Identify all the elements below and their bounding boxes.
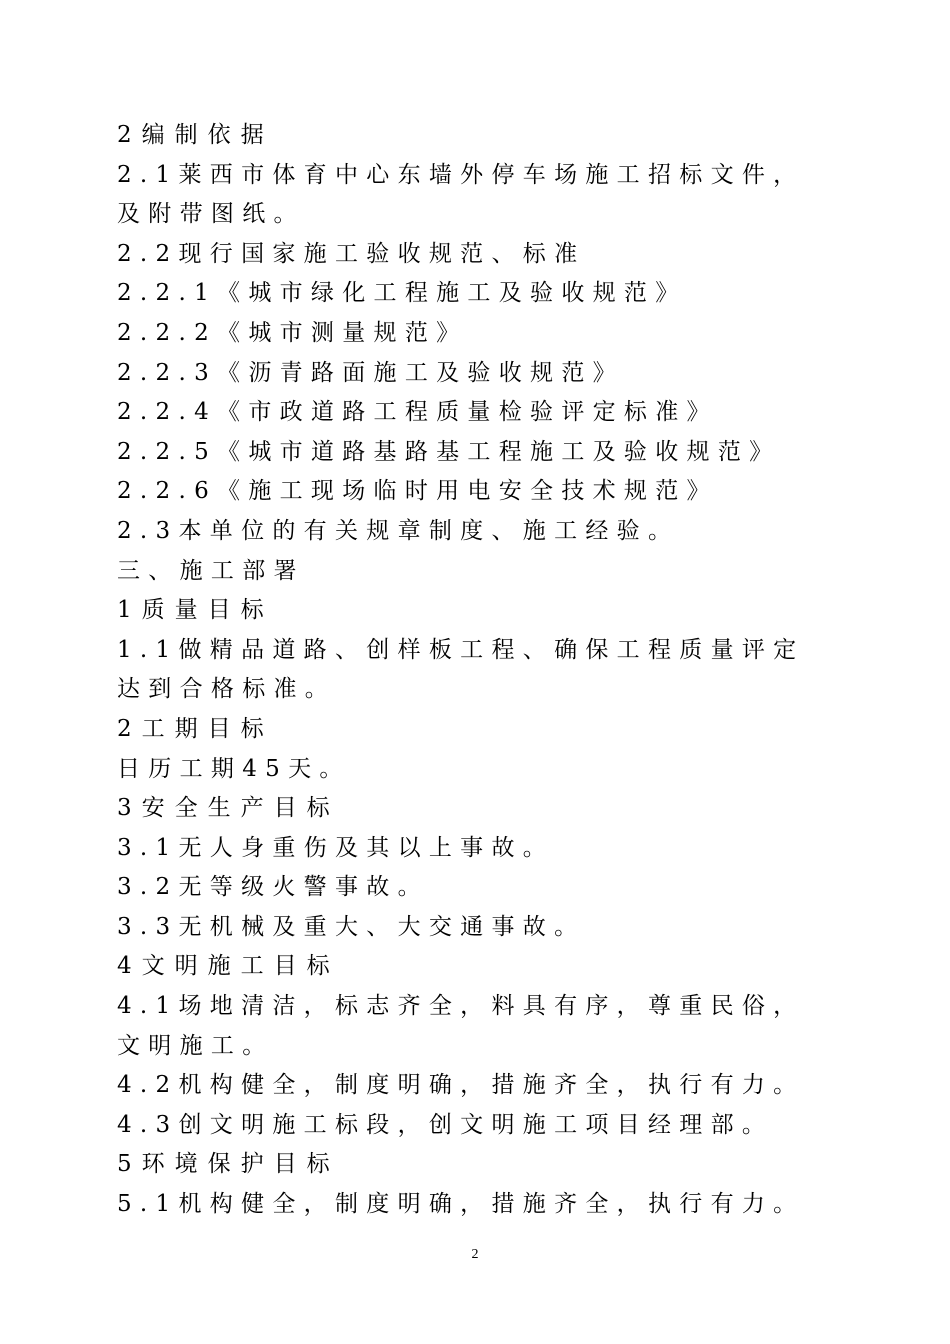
- paragraph-line: 5.1机构健全，制度明确，措施齐全，执行有力。: [117, 1191, 805, 1218]
- heading-civilized-construction-target: 4文明施工目标: [117, 953, 340, 980]
- standard-item: 2.2.5《城市道路基路基工程施工及验收规范》: [117, 438, 781, 465]
- paragraph-line: 日历工期45天。: [117, 755, 351, 782]
- paragraph-line: 2.1莱西市体育中心东墙外停车场施工招标文件，: [117, 161, 805, 188]
- page-number: 2: [471, 1247, 479, 1262]
- standard-item: 2.2.6《施工现场临时用电安全技术规范》: [117, 478, 718, 505]
- paragraph-line: 文明施工。: [117, 1032, 274, 1059]
- paragraph-line: 4.1场地清洁，标志齐全，料具有序，尊重民俗，: [117, 993, 805, 1020]
- paragraph-line: 达到合格标准。: [117, 676, 337, 703]
- paragraph-line: 1.1做精品道路、创样板工程、确保工程质量评定: [117, 636, 805, 663]
- paragraph-line: 4.2机构健全，制度明确，措施齐全，执行有力。: [117, 1072, 805, 1099]
- section-heading: 三、施工部署: [117, 557, 305, 584]
- paragraph-line: 3.1无人身重伤及其以上事故。: [117, 834, 555, 861]
- body-text: [117, 116, 837, 1225]
- paragraph-line: 3.2无等级火警事故。: [117, 874, 429, 901]
- paragraph-line: 及附带图纸。: [117, 201, 305, 228]
- standard-item: 2.2.4《市政道路工程质量检验评定标准》: [117, 399, 718, 426]
- heading-environment-target: 5环境保护目标: [117, 1151, 340, 1178]
- heading-quality-target: 1质量目标: [117, 597, 274, 624]
- standard-item: 2.2.1《城市绿化工程施工及验收规范》: [117, 280, 687, 307]
- standard-item: 2.2.3《沥青路面施工及验收规范》: [117, 359, 624, 386]
- heading-safety-target: 3安全生产目标: [117, 795, 340, 822]
- heading-compile-basis: 2编制依据: [117, 122, 274, 148]
- paragraph-line: 2.3本单位的有关规章制度、施工经验。: [117, 517, 680, 544]
- paragraph-line: 4.3创文明施工标段，创文明施工项目经理部。: [117, 1111, 774, 1138]
- heading-schedule-target: 2工期目标: [117, 715, 274, 742]
- paragraph-line: 3.3无机械及重大、大交通事故。: [117, 913, 586, 940]
- paragraph-line: 2.2现行国家施工验收规范、标准: [117, 240, 586, 267]
- standard-item: 2.2.2《城市测量规范》: [117, 319, 468, 346]
